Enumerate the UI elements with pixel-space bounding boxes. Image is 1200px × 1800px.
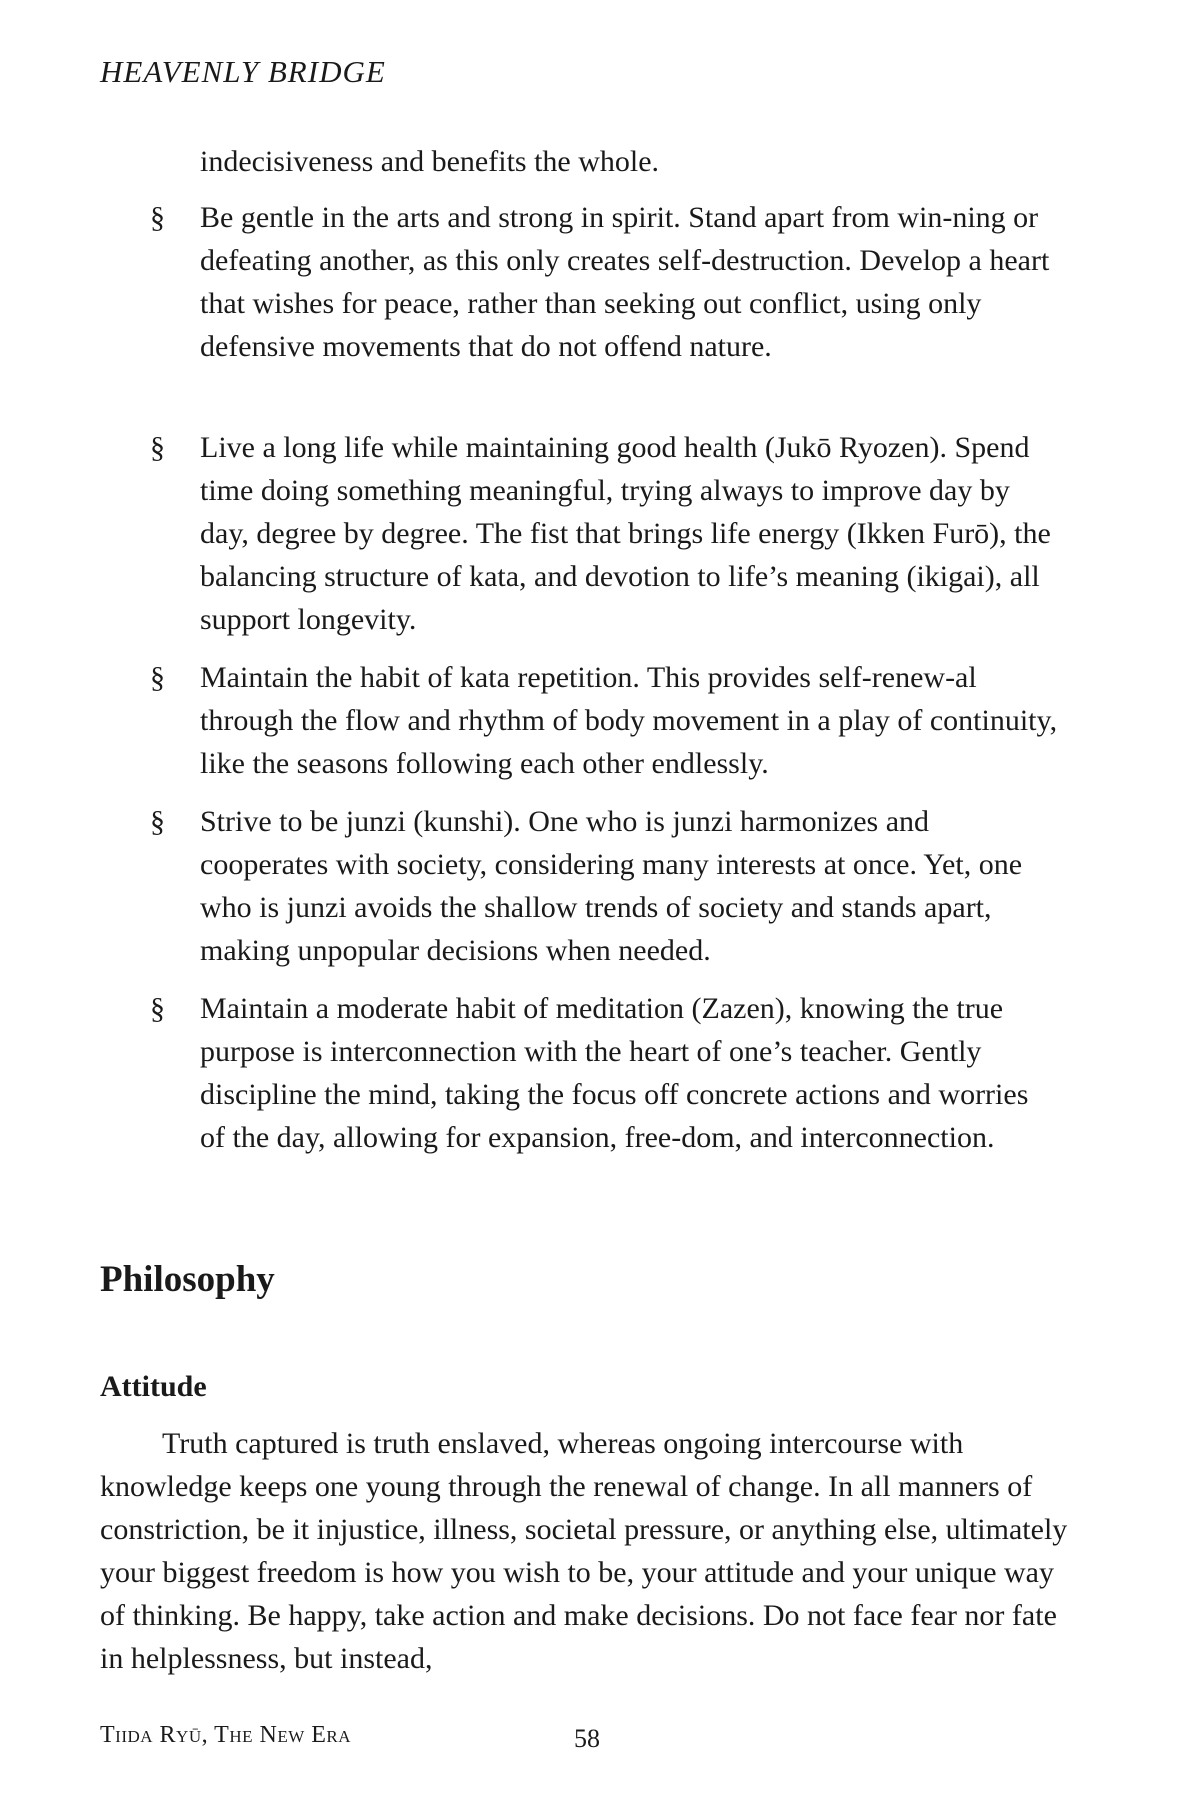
- subsection-heading: Attitude: [100, 1370, 207, 1403]
- body-paragraph: Truth captured is truth enslaved, whereas ongoing intercourse with knowledge keeps one young through the renewal of change. In all manners of constriction, be it injustice, illness, societal pressure, or anything else, ultimately your biggest freedom is how you wish to be, your attitude and your unique way of thinking. Be happy, take action and make decisions. Do not face fear nor fate in helplessness, but instead,: [100, 1427, 1068, 1675]
- footer-book-title: Tiida Ryū, The New Era: [100, 1722, 352, 1748]
- list-item-text: Maintain the habit of kata repetition. This provides self-renew-al through the flow and rhythm of body movement in a play of continuity, like the seasons following each other endlessly.: [200, 661, 1058, 780]
- section-sign-icon: §: [150, 431, 165, 464]
- list-item-text: Strive to be junzi (kunshi). One who is junzi harmonizes and cooperates with society, considering many interests at once. Yet, one who is junzi avoids the shallow trends of society and stands apart, making unpopular decisions when needed.: [200, 805, 1023, 967]
- section-heading: Philosophy: [100, 1259, 275, 1300]
- section-sign-icon: §: [150, 992, 165, 1025]
- list-item-text: Be gentle in the arts and strong in spirit. Stand apart from win-ning or defeating another, as this only creates self-destruction. Develop a heart that wishes for peace, rather than seeking out conflict, using only defensive movements that do not offend nature.: [200, 201, 1050, 363]
- page-number: 58: [574, 1724, 600, 1753]
- continued-paragraph: indecisiveness and benefits the whole.: [200, 145, 660, 178]
- running-head: HEAVENLY BRIDGE: [100, 54, 386, 89]
- list-item-text: Live a long life while maintaining good health (Jukō Ryozen). Spend time doing something meaningful, trying always to improve day by day, degree by degree. The fist that brings life energy (Ikken Furō), the balancing structure of kata, and devotion to life’s meaning (ikigai), all support longevity.: [200, 431, 1051, 636]
- section-sign-icon: §: [150, 805, 165, 838]
- list-item-text: Maintain a moderate habit of meditation (Zazen), knowing the true purpose is interconnection with the heart of one’s teacher. Gently discipline the mind, taking the focus off concrete actions and worries of the day, allowing for expansion, free-dom, and interconnection.: [200, 992, 1029, 1154]
- section-sign-icon: §: [150, 661, 165, 694]
- section-sign-icon: §: [150, 201, 165, 234]
